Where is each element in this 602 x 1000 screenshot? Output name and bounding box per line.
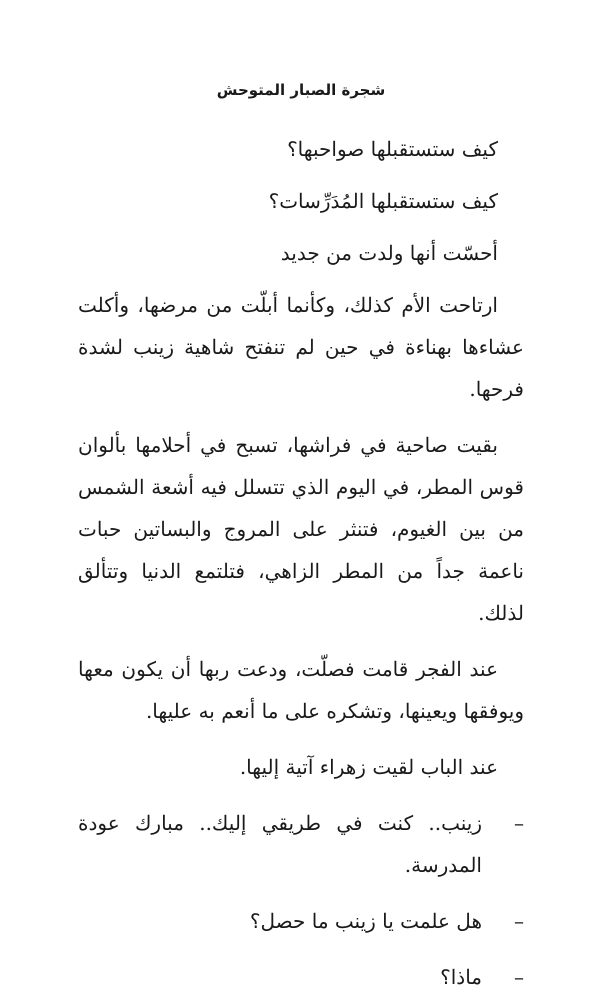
dialogue-dash: – [514, 965, 524, 989]
dialogue-line-3 [78, 956, 524, 998]
paragraph-2: كيف ستستقبلها المُدَرِّسات؟ [268, 189, 498, 213]
paragraph-1: كيف ستستقبلها صواحبها؟ [287, 137, 498, 161]
dialogue-text: زينب.. كنت في طريقي إليك.. مبارك عودة المدرسة. [78, 811, 482, 877]
dialogue-line-1 [78, 802, 524, 886]
dialogue-text: ماذا؟ [440, 965, 482, 989]
paragraph-3: أحسّت أنها ولدت من جديد [280, 241, 498, 265]
paragraph-7: عند الباب لقيت زهراء آتية إليها. [239, 755, 498, 779]
paragraph-4: ارتاحت الأم كذلك، وكأنما أبلّت من مرضها، وأكلت عشاءها بهناءة في حين لم تنفتح شاهية زينب لشدة فرحها. [78, 293, 524, 401]
chapter-title: شجرة الصبار المتوحش [216, 81, 386, 99]
paragraph-5: بقيت صاحية في فراشها، تسبح في أحلامها بألوان قوس المطر، في اليوم الذي تتسلل فيه أشعة الشمس من بين الغيوم، فتنثر على المروج والبساتين حبات ناعمة جداً من المطر الزاهي، فتلتمع الدنيا وتتألق لذلك. [78, 433, 524, 625]
dialogue-dash: – [514, 909, 524, 933]
paragraph-6: عند الفجر قامت فصلّت، ودعت ربها أن يكون معها ويوفقها ويعينها، وتشكره على ما أنعم به عليها. [78, 657, 524, 723]
dialogue-text: هل علمت يا زينب ما حصل؟ [249, 909, 482, 933]
dialogue-dash: – [514, 811, 524, 835]
dialogue-line-2 [78, 900, 524, 942]
